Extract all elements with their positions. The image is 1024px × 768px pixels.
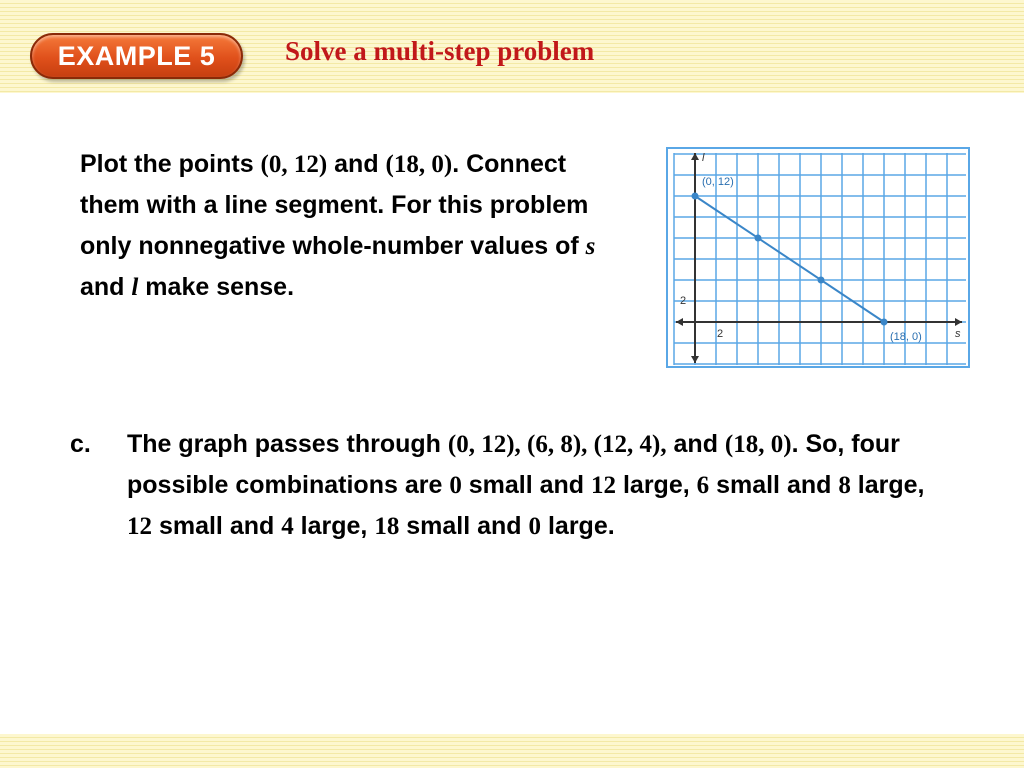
number: 12 (591, 472, 617, 499)
variable-s: s (585, 233, 596, 260)
part-c-text (127, 424, 947, 547)
part-c-label: c. (70, 430, 91, 458)
data-point (755, 235, 762, 242)
text: The graph passes through (127, 430, 448, 458)
point-label-end: (18, 0) (890, 331, 922, 343)
intro-text: and (80, 273, 132, 301)
number: 6 (696, 472, 710, 499)
text: small and (709, 471, 839, 499)
text: large, (616, 471, 697, 499)
text: large, (850, 471, 925, 499)
y-axis-label: l (702, 152, 705, 164)
text: small and (461, 471, 592, 499)
variable-l: l (131, 274, 139, 301)
coordinate-graph (666, 147, 970, 368)
text: and (666, 430, 725, 458)
text: small and (399, 512, 529, 540)
data-point (692, 193, 699, 200)
number: 8 (838, 472, 851, 499)
point-label-start: (0, 12) (702, 176, 734, 188)
intro-paragraph (80, 144, 620, 308)
data-point (818, 277, 825, 284)
number: 0 (449, 472, 462, 499)
text: small and (152, 512, 282, 540)
number: 0 (528, 513, 542, 540)
x-axis-label: s (955, 328, 961, 340)
text: large, (293, 512, 375, 540)
intro-text: and (327, 150, 386, 178)
data-point (881, 319, 888, 326)
number: 12 (127, 513, 152, 540)
intro-text: Plot the points (80, 150, 261, 178)
number: 18 (374, 513, 400, 540)
page-title: Solve a multi-step problem (285, 36, 595, 66)
intro-text: make sense. (138, 273, 295, 301)
intro-text: . Connect them with a line segment. For this problem only nonnegative whole-number values of (80, 150, 589, 260)
number: 4 (281, 513, 294, 540)
example-badge: EXAMPLE 5 (30, 33, 243, 79)
point-0-12: (0, 12) (260, 151, 328, 178)
point-18-0: (18, 0) (724, 431, 792, 458)
y-tick-label: 2 (680, 295, 687, 307)
x-tick-label: 2 (717, 328, 724, 340)
text: . So, four possible combinations are (127, 430, 900, 499)
text: large. (541, 512, 615, 540)
point-list: (0, 12), (6, 8), (12, 4), (447, 431, 667, 458)
footer-band (0, 734, 1024, 768)
point-18-0: (18, 0) (385, 151, 453, 178)
